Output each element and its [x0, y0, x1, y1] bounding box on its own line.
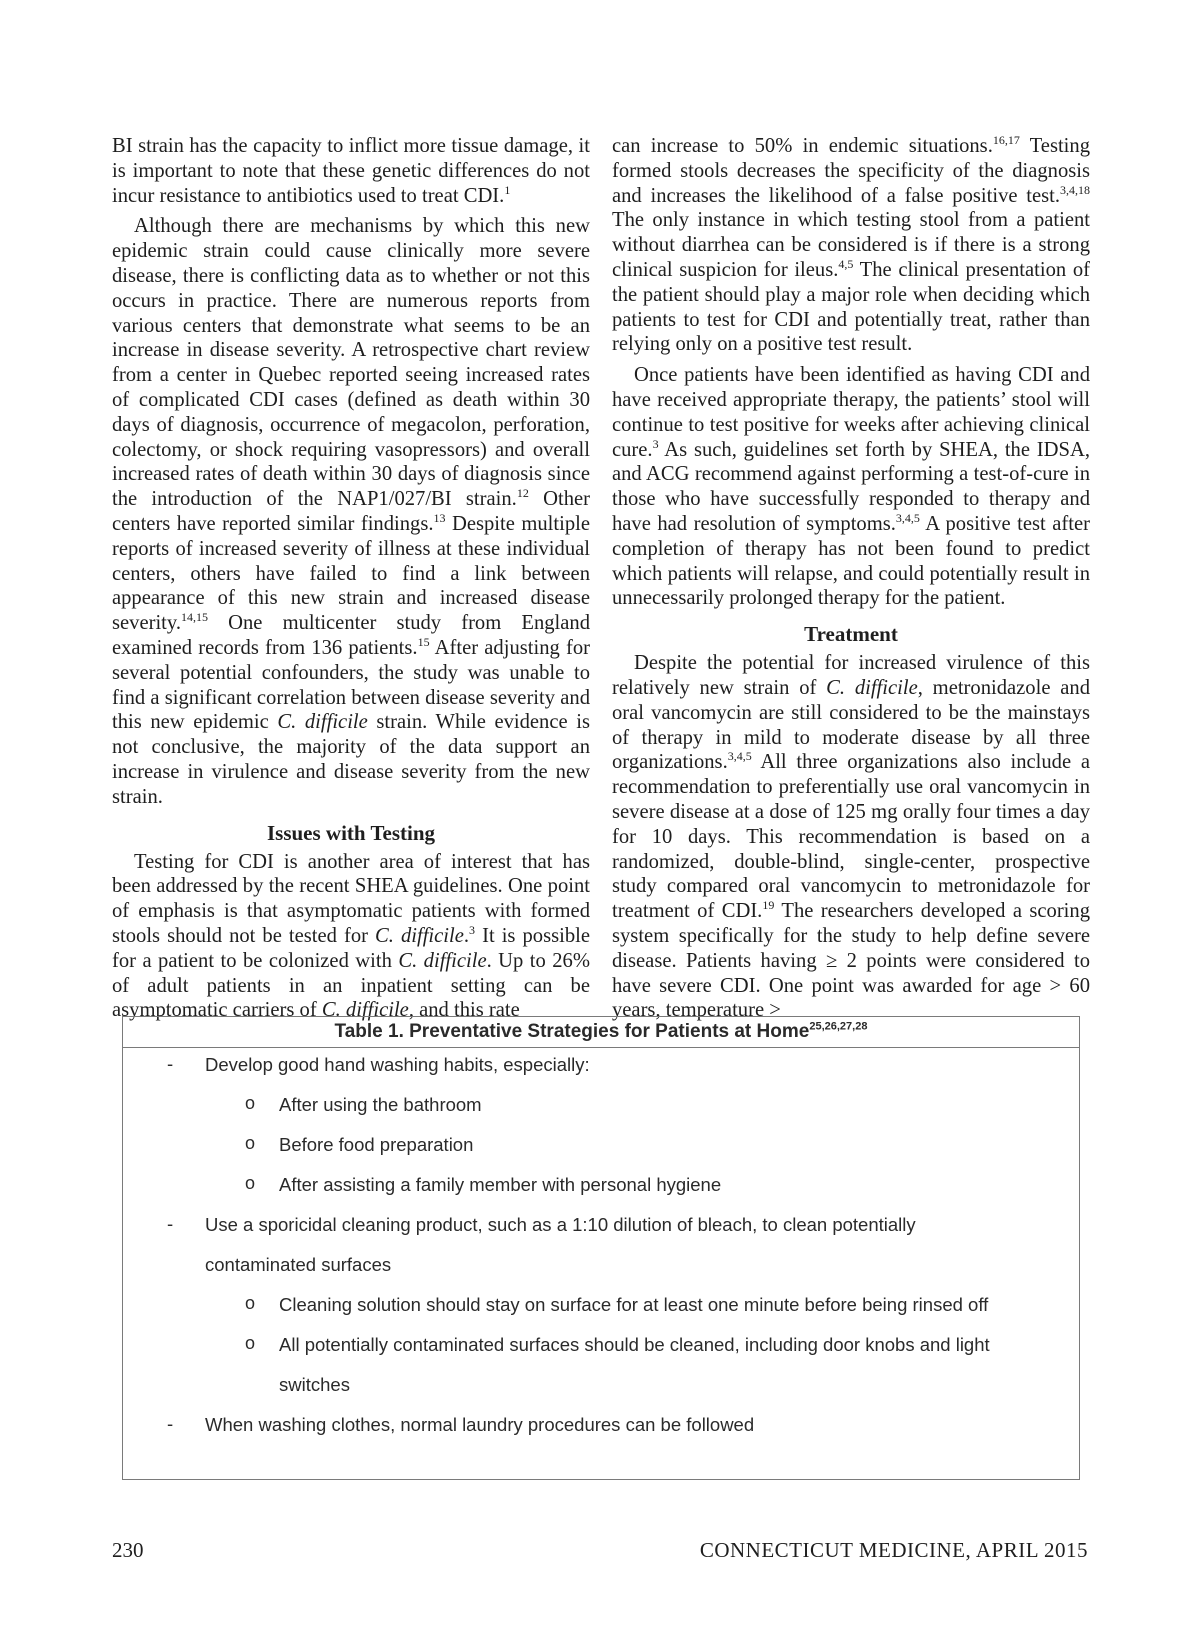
paragraph: BI strain has the capacity to inflict more tissue damage, it is important to note that these genetic differences do not incur resistance to antibiotics used to treat CDI.$^1$ [112, 135, 590, 207]
citation-superscript: 3,4,5 [895, 511, 920, 526]
dash-marker: - [167, 1213, 174, 1234]
bullet-marker: o [245, 1093, 256, 1113]
journal-footer: CONNECTICUT MEDICINE, APRIL 2015 [699, 1538, 1088, 1562]
dash-marker: - [167, 1413, 174, 1434]
citation-superscript: 13 [433, 511, 446, 526]
list-item: When washing clothes, normal laundry procedures can be followed [205, 1414, 755, 1435]
citation-superscript: 12 [516, 486, 529, 501]
citation-superscript: 14,15 [181, 610, 209, 625]
list-item: Use a sporicidal cleaning product, such as a 1:10 dilution of bleach, to clean potentially [205, 1214, 916, 1235]
list-item-continuation: contaminated surfaces [205, 1254, 392, 1275]
paragraph: Once patients have been identified as having CDI and have received appropriate therapy, the patients’ stool will continue to test positive for weeks after achieving clinical cure.$^3$ As such, guidelines set forth by SHEA, the IDSA, and ACG recommend against performing a test-of-cure in those who have successfully responded to therapy and have had resolution of symptoms.$^{3,4,5}$ A positive test after completion of therapy has not been found to predict which patients will relapse, and could potentially result in unnecessarily prolonged therapy for the patient. [612, 364, 1090, 610]
left-column [112, 134, 590, 1023]
paragraph: Although there are mechanisms by which this new epidemic strain could cause clinically more severe disease, there is conflicting data as to whether or not this occurs in practice. There are numerous reports from various centers that demonstrate what seems to be an increase in disease severity. A retrospective chart review from a center in Quebec reported seeing increased rates of complicated CDI cases (defined as death within 30 days of diagnosis, occurrence of megacolon, perforation, colectomy, or shock requiring vasopressors) and overall increased rates of death within 30 days of diagnosis since the introduction of the NAP1/027/BI strain.$^{12}$ Other centers have reported similar findings.$^{13}$ Despite multiple reports of increased severity of illness at these individual centers, others have failed to find a link between appearance of this new strain and increased disease severity.$^{14,15}$ One multicenter study from England examined records from 136 patients.$^{15}$ After adjusting for several potential confounders, the study was unable to find a significant correlation between disease severity and this new epidemic C. difficile strain. While evidence is not conclusive, the majority of the data support an increase in virulence and disease severity from the new strain. [112, 215, 591, 808]
table-title: Table 1. Preventative Strategies for Patients at Home$^{25,26,27,28}$ [123, 1017, 1079, 1048]
preventative-strategies-table [122, 1016, 1080, 1480]
list-item: Before food preparation [279, 1134, 474, 1155]
citation-superscript: 25,26,27,28 [809, 1020, 868, 1033]
bullet-marker: o [245, 1133, 256, 1153]
citation-superscript: 3 [652, 436, 659, 451]
list-item: Cleaning solution should stay on surface for at least one minute before being rinsed off [279, 1294, 989, 1315]
list-item: Develop good hand washing habits, especially: [205, 1054, 590, 1075]
list-item: All potentially contaminated surfaces should be cleaned, including door knobs and light [279, 1334, 990, 1355]
citation-superscript: 1 [504, 182, 511, 197]
section-heading: Issues with Testing [266, 820, 436, 845]
list-item-continuation: switches [279, 1374, 350, 1395]
right-column [612, 134, 1090, 1023]
list-item: After assisting a family member with personal hygiene [279, 1174, 722, 1195]
list-item: After using the bathroom [279, 1094, 482, 1115]
bullet-marker: o [245, 1333, 256, 1353]
paragraph: Despite the potential for increased virulence of this relatively new strain of C. difficile, metronidazole and oral vancomycin are still considered to be the mainstays of therapy in mild to moderate disease by all three organizations.$^{3,4,5}$ All three organizations also include a recommendation to preferentially use oral vancomycin in severe disease at a dose of 125 mg orally four times a day for 10 days. This recommendation is based on a randomized, double-blind, single-center, prospective study compared oral vancomycin to metronidazole for treatment of CDI.$^{19}$ The researchers developed a scoring system specifically for the study to help define severe disease. Patients having ≥ 2 points were considered to have severe CDI. One point was awarded for age > 60 years, temperature > [612, 652, 1090, 1022]
citation-superscript: 19 [762, 898, 775, 913]
citation-superscript: 3,4,5 [727, 749, 752, 764]
paragraph: can increase to 50% in endemic situations.$^{16,17}$ Testing formed stools decreases the specificity of the diagnosis and increases the likelihood of a false positive test.$^{3,4,18}$ The only instance in which testing stool from a patient without diarrhea can be considered is if there is a strong clinical suspicion for ileus.$^{4,5}$ The clinical presentation of the patient should play a major role when deciding which patients to test for CDI and potentially treat, rather than relying only on a positive test result. [612, 133, 1090, 356]
paragraph: Testing for CDI is another area of interest that has been addressed by the recent SHEA guidelines. One point of emphasis is that asymptomatic patients with formed stools should not be tested for C. difficile.$^3$ It is possible for a patient to be colonized with C. difficile. Up to 26% of adult patients in an inpatient setting can be asymptomatic carriers of C. difficile, and this rate [112, 850, 590, 1022]
citation-superscript: 4,5 [838, 257, 854, 272]
page-number: 230 [112, 1538, 144, 1562]
bullet-marker: o [245, 1293, 256, 1313]
section-heading: Treatment [804, 622, 898, 647]
citation-superscript: 15 [417, 635, 430, 650]
dash-marker: - [167, 1053, 174, 1074]
citation-superscript: 3,4,18 [1060, 182, 1090, 197]
citation-superscript: 3 [469, 923, 476, 938]
bullet-marker: o [245, 1173, 256, 1193]
citation-superscript: 16,17 [992, 133, 1020, 148]
